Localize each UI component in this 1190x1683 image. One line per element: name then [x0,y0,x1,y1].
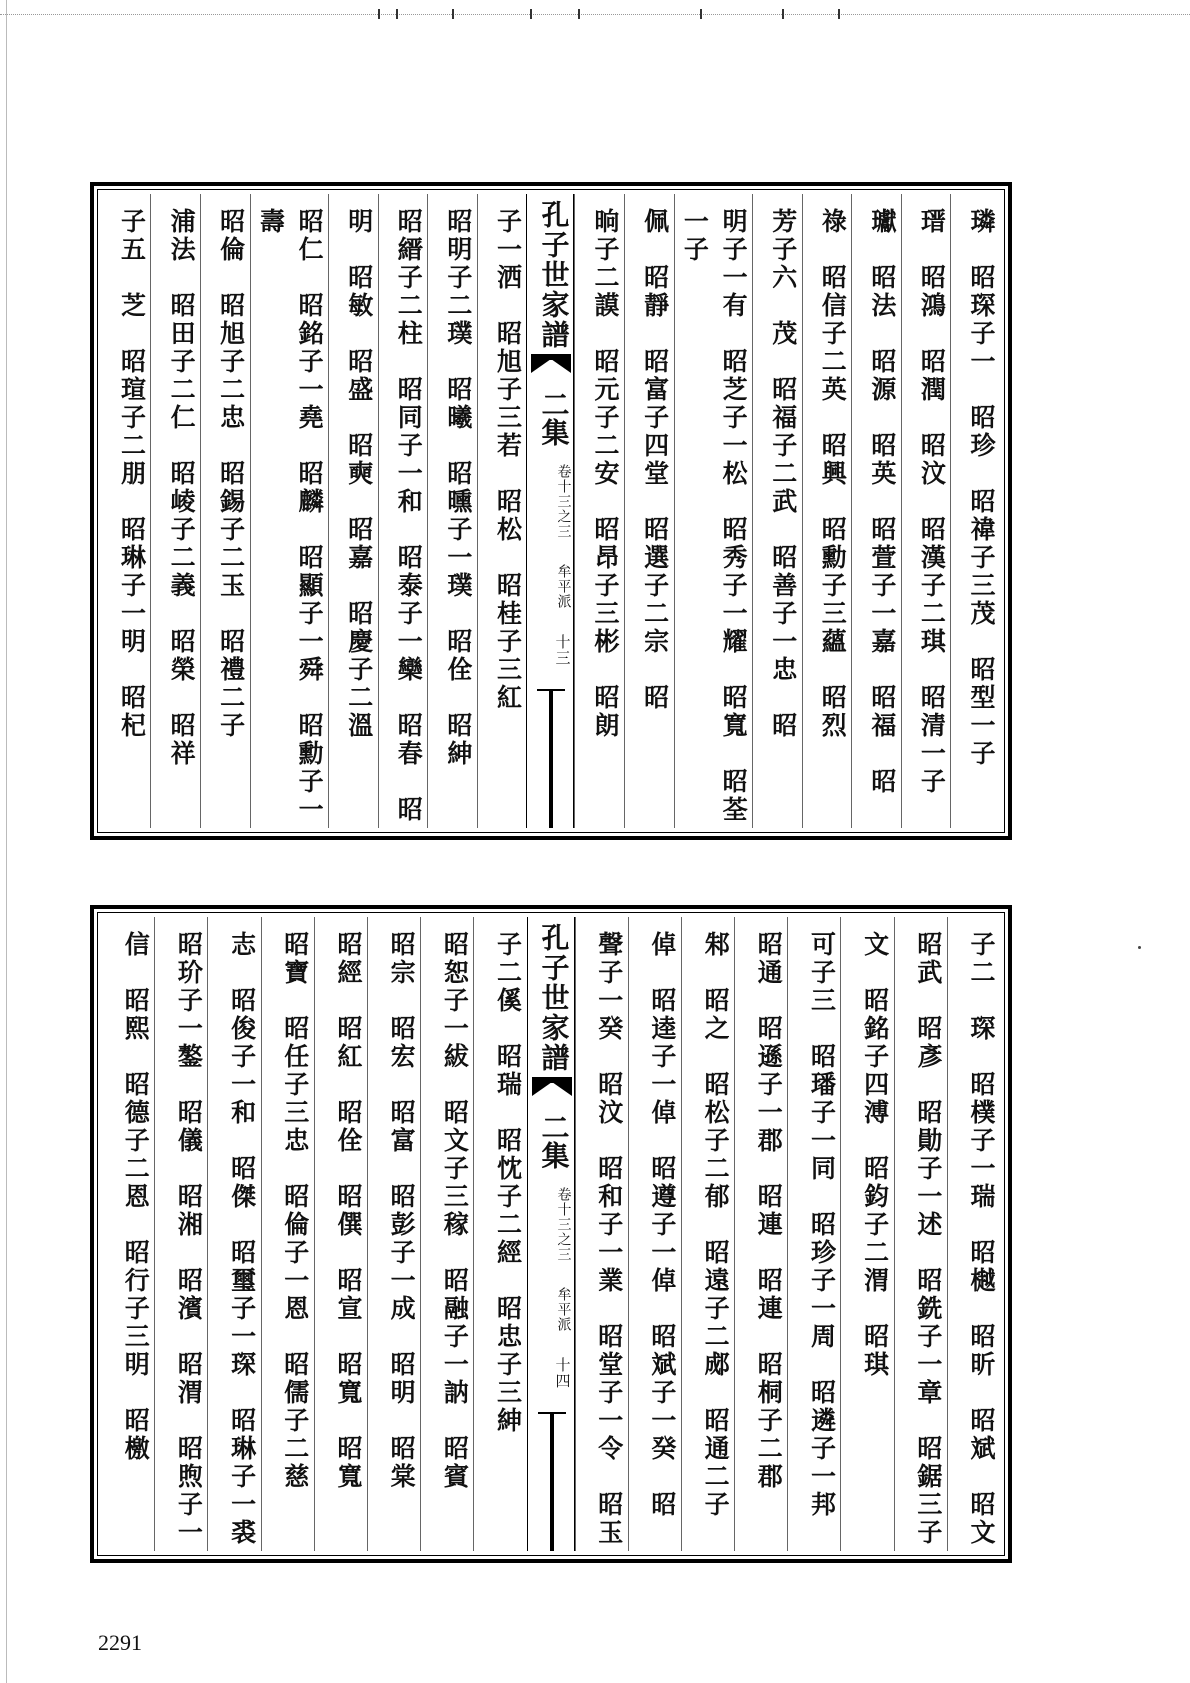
series-label: 二集 [537,390,571,446]
genealogy-column: 昭倫 昭旭子二忠 昭錫子二玉 昭禮二子 [200,194,250,828]
scan-mark [530,9,532,19]
book-title: 孔子世家譜 [537,923,571,1073]
center-fold-column [527,917,575,1551]
genealogy-column: 子二傒 昭瑞 昭忱子二經 昭忠子三紳 [473,917,526,1551]
genealogy-panel-upper [90,182,1012,840]
series-label: 二集 [537,1113,571,1169]
branch-label: 牟平派 [555,1287,572,1332]
genealogy-column: 昭仁 昭銘子一堯 昭麟 昭顯子一舜 昭勳子一壽 [250,194,329,828]
genealogy-column: 志 昭俊子一和 昭傑 昭璽子一琛 昭琳子一裘 [207,917,260,1551]
genealogy-column: 倬 昭逵子一倬 昭遵子一倬 昭斌子一癸 昭 [628,917,681,1551]
genealogy-column: 明子一有 昭芝子一松 昭秀子一耀 昭寬 昭荃一子 [674,194,753,828]
genealogy-column: 邾 昭之 昭松子二郁 昭遠子二郕 昭通二子 [681,917,734,1551]
scan-mark [838,9,840,19]
genealogy-column: 晌子二謨 昭元子二安 昭昂子三彬 昭朗 [574,194,624,828]
page-number: 2291 [98,1630,142,1655]
genealogy-column: 子一洒 昭旭子三若 昭松 昭桂子三紅 [477,194,527,828]
genealogy-column: 文 昭銘子四溥 昭鈞子二渭 昭琪 [840,917,893,1551]
genealogy-column: 昭宗 昭宏 昭富 昭彭子一成 昭明 昭棠 [367,917,420,1551]
fold-line [549,689,553,828]
genealogy-column: 昭通 昭遜子一郡 昭連 昭連 昭桐子二郡 [734,917,787,1551]
genealogy-column: 祿 昭信子二英 昭興 昭勳子三蘊 昭烈 [802,194,852,828]
scan-left-edge [6,0,7,1683]
center-fold-column [526,194,574,828]
genealogy-column: 瓛 昭法 昭源 昭英 昭萱子一嘉 昭福 昭 [851,194,901,828]
genealogy-column: 瑨 昭鴻 昭潤 昭汶 昭漢子二琪 昭清一子 [901,194,951,828]
scan-mark [378,9,380,19]
leaf-number: 十四 [553,1357,572,1389]
genealogy-column: 昭玠子一鏊 昭儀 昭湘 昭濱 昭渭 昭煦子一 [154,917,207,1551]
genealogy-column: 昭縉子二柱 昭同子一和 昭泰子一欒 昭春 昭 [378,194,428,828]
genealogy-column: 昭寶 昭任子三忠 昭倫子一恩 昭儒子二慈 [261,917,314,1551]
scan-speck [1138,946,1141,949]
fishtail-mark [532,1082,572,1096]
genealogy-column: 聲子一癸 昭汶 昭和子一業 昭堂子一令 昭玉 [575,917,628,1551]
fold-line [550,1412,554,1551]
genealogy-panel-lower [90,905,1012,1563]
leaf-number: 十三 [553,634,572,666]
genealogy-column: 昭恕子一紱 昭文子三稼 昭融子一訥 昭賓 [420,917,473,1551]
genealogy-column: 明 昭敏 昭盛 昭奭 昭嘉 昭慶子二溫 [328,194,378,828]
genealogy-column: 佩 昭靜 昭富子四堂 昭選子二宗 昭 [624,194,674,828]
scan-mark [578,9,580,19]
genealogy-column: 昭經 昭紅 昭佺 昭僎 昭宣 昭寬 昭寬 [314,917,367,1551]
genealogy-column: 可子三 昭璠子一同 昭珍子一周 昭遴子一邦 [787,917,840,1551]
scan-mark [700,9,702,19]
book-title: 孔子世家譜 [537,200,571,350]
volume-label: 卷十三之三 [555,1187,572,1262]
genealogy-column: 子二 琛 昭樸子一瑞 昭樾 昭昕 昭斌 昭文 [947,917,1000,1551]
panel-columns [102,917,1000,1551]
fishtail-mark [531,359,571,373]
scan-mark [396,9,398,19]
panel-columns [102,194,1000,828]
genealogy-column: 昭武 昭彥 昭勛子一述 昭銑子一章 昭鋸三子 [894,917,947,1551]
genealogy-column: 璘 昭琛子一 昭珍 昭禕子三茂 昭型一子 [950,194,1000,828]
scan-mark [452,9,454,19]
scan-top-edge [0,14,1190,15]
volume-label: 卷十三之三 [555,464,572,539]
genealogy-column: 子五 芝 昭瑄子二朋 昭琳子一明 昭杞 [117,208,147,740]
genealogy-column: 信 昭熙 昭德子二恩 昭行子三明 昭檄 [121,931,151,1463]
scan-mark [782,9,784,19]
genealogy-column: 昭明子二璞 昭曦 昭曛子一璞 昭佺 昭紳 [427,194,477,828]
genealogy-column: 浦法 昭田子二仁 昭崚子二義 昭榮 昭祥 [150,194,200,828]
branch-label: 牟平派 [555,564,572,609]
genealogy-column: 芳子六 茂 昭福子二武 昭善子一忠 昭 [752,194,802,828]
